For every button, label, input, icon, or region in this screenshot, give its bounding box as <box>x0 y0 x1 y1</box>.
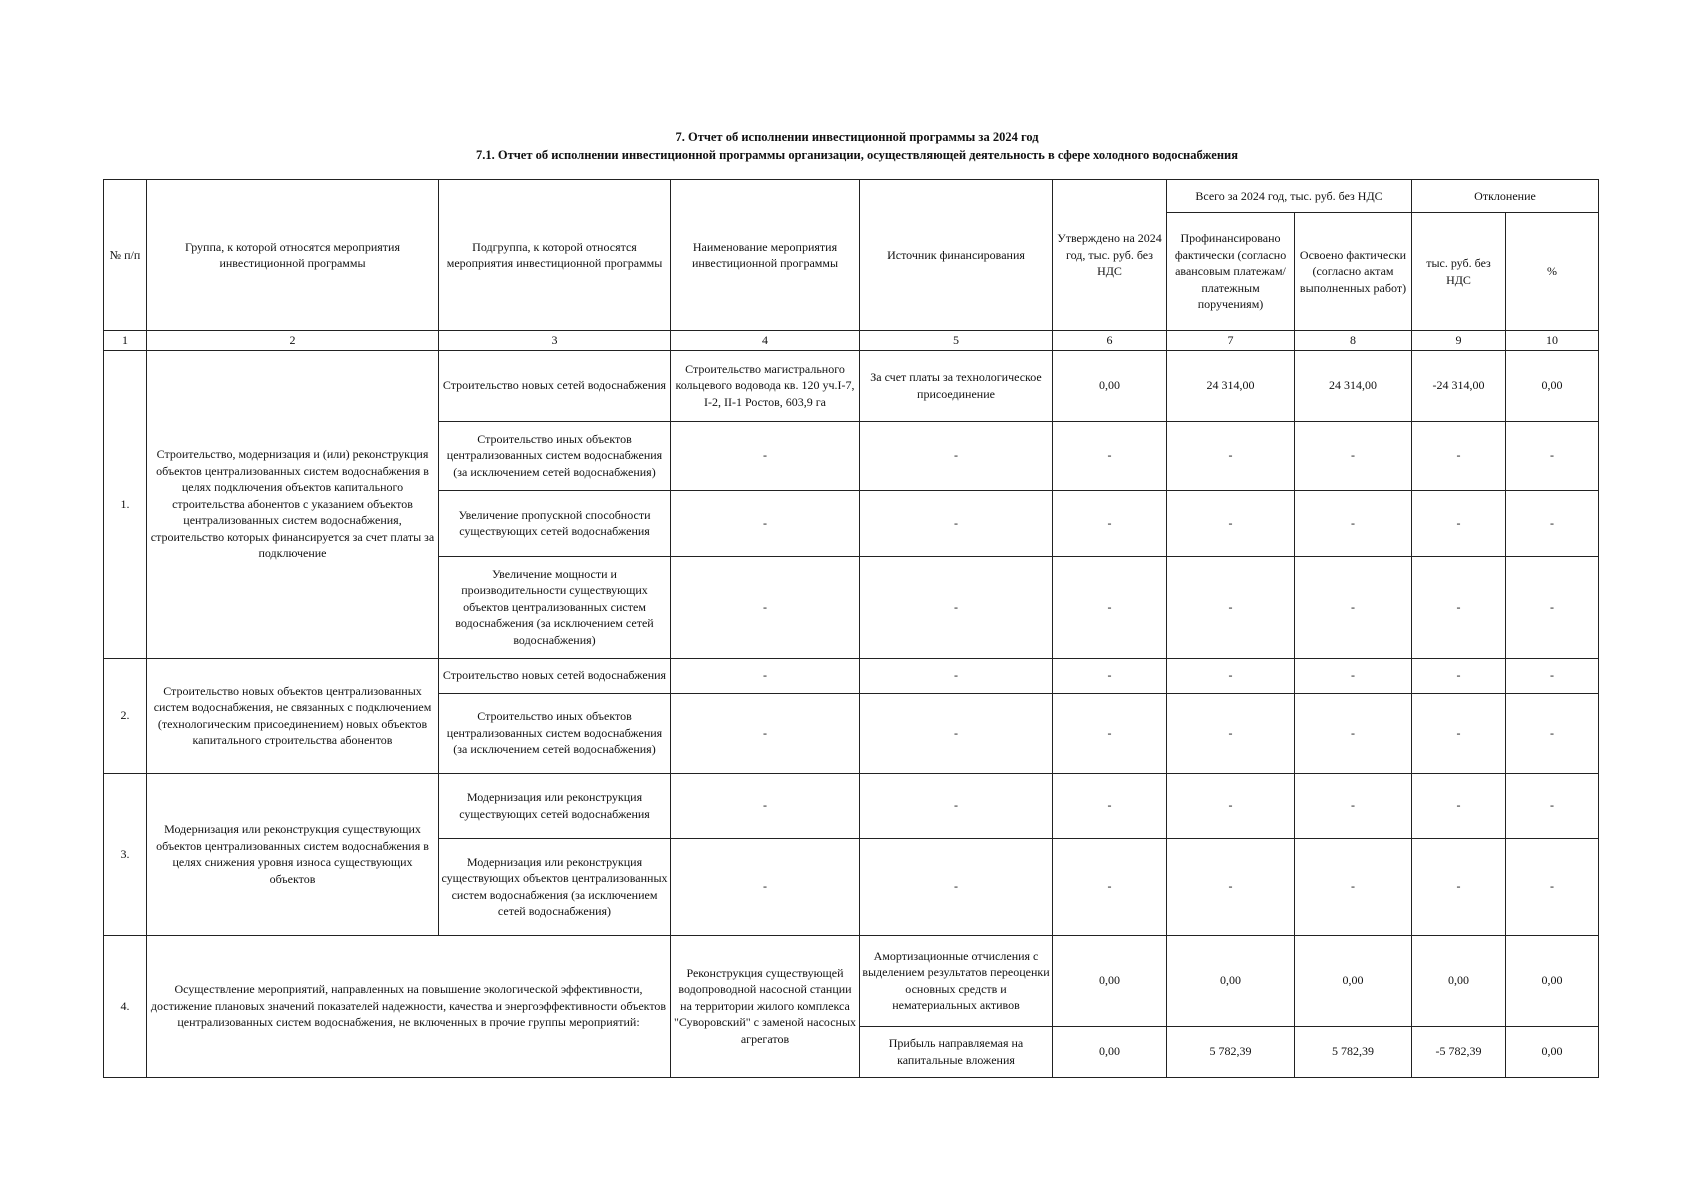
source-cell: Амортизационные отчисления с выделением результатов переоценки основных средств и нематериальных активов <box>860 935 1053 1026</box>
col-num-3: 3 <box>439 331 671 351</box>
subgroup-cell: Строительство иных объектов централизованных систем водоснабжения (за исключением сетей водоснабжения) <box>439 421 671 490</box>
approved-cell: 0,00 <box>1053 1026 1167 1077</box>
approved-cell: 0,00 <box>1053 935 1167 1026</box>
group-4-num: 4. <box>104 935 147 1077</box>
group-3-num: 3. <box>104 773 147 935</box>
dash-cell: - <box>1295 658 1412 693</box>
table-row <box>104 658 1599 693</box>
dash-cell: - <box>860 421 1053 490</box>
dash-cell: - <box>860 556 1053 658</box>
dash-cell: - <box>671 693 860 773</box>
dash-cell: - <box>1053 693 1167 773</box>
mastered-cell: 24 314,00 <box>1295 350 1412 421</box>
financed-cell: 24 314,00 <box>1167 350 1295 421</box>
col-num-2: 2 <box>147 331 439 351</box>
dash-cell: - <box>1167 490 1295 556</box>
header-subgroup: Подгруппа, к которой относятся мероприятия инвестиционной программы <box>439 180 671 331</box>
col-num-7: 7 <box>1167 331 1295 351</box>
dash-cell: - <box>1506 838 1599 935</box>
subgroup-cell: Строительство иных объектов централизованных систем водоснабжения (за исключением сетей водоснабжения) <box>439 693 671 773</box>
dash-cell: - <box>1167 556 1295 658</box>
dash-cell: - <box>1295 556 1412 658</box>
dash-cell: - <box>860 693 1053 773</box>
group-2-num: 2. <box>104 658 147 773</box>
mastered-cell: 5 782,39 <box>1295 1026 1412 1077</box>
dash-cell: - <box>1167 421 1295 490</box>
group-1-num: 1. <box>104 350 147 658</box>
col-num-10: 10 <box>1506 331 1599 351</box>
dash-cell: - <box>1295 838 1412 935</box>
header-deviation: Отклонение <box>1412 180 1599 213</box>
dash-cell: - <box>1412 421 1506 490</box>
col-num-1: 1 <box>104 331 147 351</box>
dash-cell: - <box>1506 556 1599 658</box>
deviation-pct-cell: 0,00 <box>1506 350 1599 421</box>
dash-cell: - <box>860 838 1053 935</box>
dash-cell: - <box>1412 490 1506 556</box>
group-1-name: Строительство, модернизация и (или) реконструкция объектов централизованных систем водоснабжения в целях подключения объектов капитального строительства абонентов с указанием объектов централизованных систем водоснабжения, строительство которых финансируется за счет платы за подключение <box>147 350 439 658</box>
measure-name-cell: Строительство магистрального кольцевого водовода кв. 120 уч.I-7, I-2, II-1 Ростов, 603,9 га <box>671 350 860 421</box>
dash-cell: - <box>1167 693 1295 773</box>
approved-cell: 0,00 <box>1053 350 1167 421</box>
report-subtitle: 7.1. Отчет об исполнении инвестиционной программы организации, осуществляющей деятельность в сфере холодного водоснабжения <box>475 148 1239 162</box>
dash-cell: - <box>671 421 860 490</box>
group-3-name: Модернизация или реконструкция существующих объектов централизованных систем водоснабжения в целях снижения уровня износа существующих объектов <box>147 773 439 935</box>
dash-cell: - <box>1412 838 1506 935</box>
column-number-row <box>104 331 1599 351</box>
dash-cell: - <box>1412 556 1506 658</box>
col-num-9: 9 <box>1412 331 1506 351</box>
dash-cell: - <box>1506 490 1599 556</box>
dash-cell: - <box>860 658 1053 693</box>
header-approved: Утверждено на 2024 год, тыс. руб. без НДС <box>1053 180 1167 331</box>
deviation-rub-cell: 0,00 <box>1412 935 1506 1026</box>
dash-cell: - <box>1167 773 1295 838</box>
report-titles <box>0 128 1698 164</box>
header-name: Наименование мероприятия инвестиционной программы <box>671 180 860 331</box>
dash-cell: - <box>1053 658 1167 693</box>
dash-cell: - <box>1295 773 1412 838</box>
deviation-pct-cell: 0,00 <box>1506 1026 1599 1077</box>
dash-cell: - <box>1506 658 1599 693</box>
dash-cell: - <box>1295 421 1412 490</box>
col-num-6: 6 <box>1053 331 1167 351</box>
group-4-name: Осуществление мероприятий, направленных на повышение экологической эффективности, достижение плановых значений показателей надежности, качества и энергоэффективности объектов централизованных систем водоснабжения, не включенных в прочие группы мероприятий: <box>147 935 671 1077</box>
dash-cell: - <box>1295 490 1412 556</box>
dash-cell: - <box>1053 556 1167 658</box>
dash-cell: - <box>1167 838 1295 935</box>
dash-cell: - <box>1295 693 1412 773</box>
table-row <box>104 773 1599 838</box>
subgroup-cell: Строительство новых сетей водоснабжения <box>439 350 671 421</box>
financed-cell: 0,00 <box>1167 935 1295 1026</box>
header-dev-pct: % <box>1506 213 1599 331</box>
header-row-1 <box>104 180 1599 213</box>
col-num-5: 5 <box>860 331 1053 351</box>
header-mastered: Освоено фактически (согласно актам выполненных работ) <box>1295 213 1412 331</box>
dash-cell: - <box>1053 421 1167 490</box>
source-cell: За счет платы за технологическое присоединение <box>860 350 1053 421</box>
dash-cell: - <box>860 490 1053 556</box>
dash-cell: - <box>1053 490 1167 556</box>
subgroup-cell: Модернизация или реконструкция существующих объектов централизованных систем водоснабжения (за исключением сетей водоснабжения) <box>439 838 671 935</box>
mastered-cell: 0,00 <box>1295 935 1412 1026</box>
header-financed: Профинансировано фактически (согласно авансовым платежам/платежным поручениям) <box>1167 213 1295 331</box>
deviation-pct-cell: 0,00 <box>1506 935 1599 1026</box>
subgroup-cell: Увеличение пропускной способности существующих сетей водоснабжения <box>439 490 671 556</box>
measure-name-cell: Реконструкция существующей водопроводной насосной станции на территории жилого комплекса "Суворовский" с заменой насосных агрегатов <box>671 935 860 1077</box>
dash-cell: - <box>671 658 860 693</box>
subgroup-cell: Увеличение мощности и производительности существующих объектов централизованных систем водоснабжения (за исключением сетей водоснабжения) <box>439 556 671 658</box>
header-dev-rub: тыс. руб. без НДС <box>1412 213 1506 331</box>
col-num-8: 8 <box>1295 331 1412 351</box>
col-num-4: 4 <box>671 331 860 351</box>
dash-cell: - <box>671 773 860 838</box>
subgroup-cell: Строительство новых сетей водоснабжения <box>439 658 671 693</box>
table-row <box>104 935 1599 1026</box>
dash-cell: - <box>671 838 860 935</box>
deviation-rub-cell: -5 782,39 <box>1412 1026 1506 1077</box>
dash-cell: - <box>1167 658 1295 693</box>
dash-cell: - <box>1506 773 1599 838</box>
dash-cell: - <box>1412 773 1506 838</box>
group-2-name: Строительство новых объектов централизованных систем водоснабжения, не связанных с подключением (технологическим присоединением) новых объектов капитального строительства абонентов <box>147 658 439 773</box>
report-title: 7. Отчет об исполнении инвестиционной программы за 2024 год <box>675 130 1039 144</box>
dash-cell: - <box>1053 773 1167 838</box>
deviation-rub-cell: -24 314,00 <box>1412 350 1506 421</box>
header-total: Всего за 2024 год, тыс. руб. без НДС <box>1167 180 1412 213</box>
source-cell: Прибыль направляемая на капитальные вложения <box>860 1026 1053 1077</box>
financed-cell: 5 782,39 <box>1167 1026 1295 1077</box>
header-num: № п/п <box>104 180 147 331</box>
dash-cell: - <box>1506 421 1599 490</box>
header-source: Источник финансирования <box>860 180 1053 331</box>
investment-report-table <box>103 179 1599 1078</box>
header-group: Группа, к которой относятся мероприятия инвестиционной программы <box>147 180 439 331</box>
dash-cell: - <box>671 556 860 658</box>
table-row <box>104 350 1599 421</box>
dash-cell: - <box>671 490 860 556</box>
dash-cell: - <box>1412 658 1506 693</box>
dash-cell: - <box>1506 693 1599 773</box>
dash-cell: - <box>1412 693 1506 773</box>
dash-cell: - <box>1053 838 1167 935</box>
dash-cell: - <box>860 773 1053 838</box>
subgroup-cell: Модернизация или реконструкция существующих сетей водоснабжения <box>439 773 671 838</box>
